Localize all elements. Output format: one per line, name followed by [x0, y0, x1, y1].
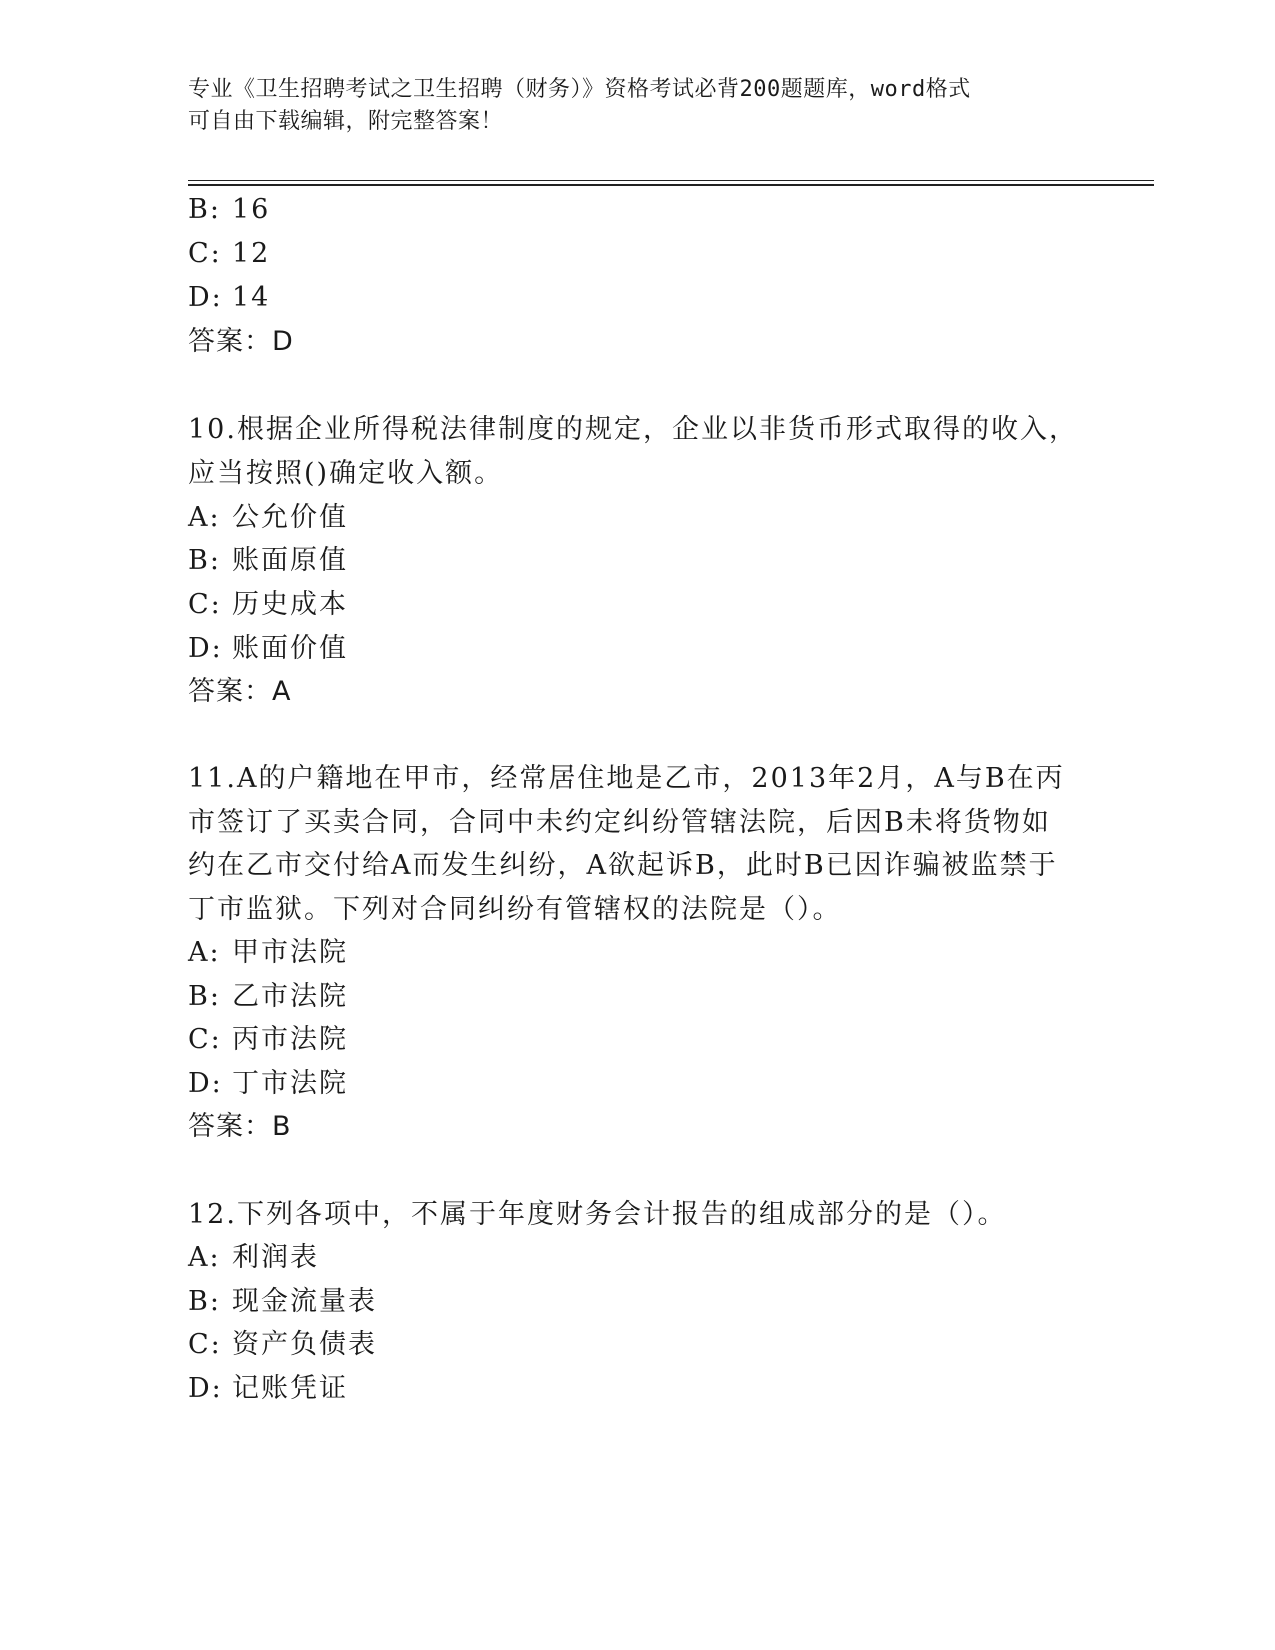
question-stem: 12.下列各项中，不属于年度财务会计报告的组成部分的是（）。	[188, 1199, 1007, 1230]
option-d: D: 14	[188, 282, 271, 313]
option-b: B: 16	[188, 194, 271, 225]
question-stem: 丁市监狱。下列对合同纠纷有管辖权的法院是（）。	[188, 894, 842, 925]
option-b: B: 乙市法院	[188, 981, 348, 1012]
option-a: A: 公允价值	[188, 502, 348, 533]
option-c: C: 历史成本	[188, 589, 348, 620]
header-line-1: 专业《卫生招聘考试之卫生招聘（财务）》资格考试必背200题题库，word格式	[188, 77, 971, 102]
option-a: A: 甲市法院	[188, 937, 348, 968]
header-divider	[188, 180, 1154, 181]
option-d: D: 账面价值	[188, 633, 348, 664]
answer: 答案：B	[188, 1111, 292, 1142]
question-stem: 市签订了买卖合同，合同中未约定纠纷管辖法院，后因B未将货物如	[188, 807, 1051, 838]
option-d: D: 记账凭证	[188, 1373, 348, 1404]
option-c: C: 资产负债表	[188, 1329, 377, 1360]
question-stem: 应当按照()确定收入额。	[188, 458, 504, 489]
option-c: C: 丙市法院	[188, 1024, 348, 1055]
question-stem: 11.A的户籍地在甲市，经常居住地是乙市，2013年2月，A与B在丙	[188, 763, 1065, 794]
answer: 答案：D	[188, 326, 294, 357]
option-b: B: 现金流量表	[188, 1286, 377, 1317]
option-d: D: 丁市法院	[188, 1068, 348, 1099]
option-c: C: 12	[188, 238, 271, 269]
question-stem: 10.根据企业所得税法律制度的规定，企业以非货币形式取得的收入，	[188, 414, 1078, 445]
document-header	[188, 74, 1088, 138]
answer: 答案：A	[188, 676, 292, 707]
option-b: B: 账面原值	[188, 545, 348, 576]
header-divider-thick	[188, 184, 1154, 186]
option-a: A: 利润表	[188, 1242, 319, 1273]
header-line-2: 可自由下载编辑，附完整答案！	[188, 109, 504, 134]
question-stem: 约在乙市交付给A而发生纠纷，A欲起诉B，此时B已因诈骗被监禁于	[188, 850, 1058, 881]
